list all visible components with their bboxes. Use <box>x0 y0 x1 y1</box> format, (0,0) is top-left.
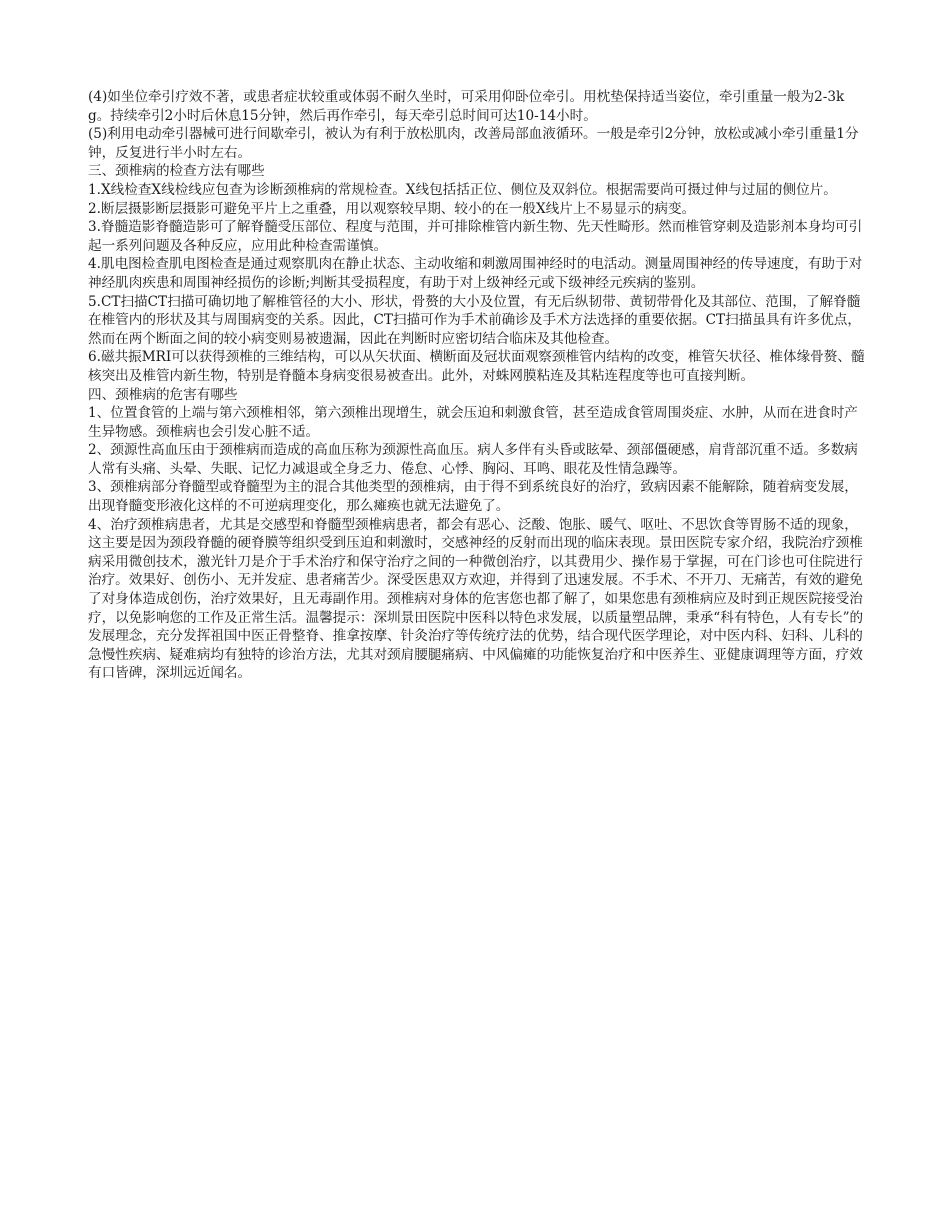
paragraph-xray: 1.X线检查X线检线应包查为诊断颈椎病的常规检查。X线包括括正位、侧位及双斜位。根据需要尚可摄过伸与过屈的侧位片。 <box>88 181 837 198</box>
section-heading-exam-methods: 三、颈椎病的检查方法有哪些 <box>88 163 265 180</box>
paragraph-myelography: 3.脊髓造影脊髓造影可了解脊髓受压部位、程度与范围，并可排除椎管内新生物、先天性畸形。然而椎管穿刺及造影剂本身均可引起一系列问题及各种反应，应用此种检查需谨慎。 <box>88 219 863 254</box>
paragraph-tomography: 2.断层摄影断层摄影可避免平片上之重叠，用以观察较早期、较小的在一般X线片上不易显示的病变。 <box>88 200 696 217</box>
paragraph-traction-supine: (4)如坐位牵引疗效不著，或患者症状较重或体弱不耐久坐时，可采用仰卧位牵引。用枕垫保持适当姿位，牵引重量一般为2-3kg。持续牵引2小时后休息15分钟，然后再作牵引，每天牵引总时间可达10-14小时。 <box>88 89 845 124</box>
paragraph-harm-esophagus: 1、位置食管的上端与第六颈椎相邻，第六颈椎出现增生，就会压迫和刺激食管，甚至造成食管周围炎症、水肿，从而在进食时产生异物感。颈椎病也会引发心脏不适。 <box>88 405 858 440</box>
paragraph-harm-hypertension: 2、颈源性高血压由于颈椎病而造成的高血压称为颈源性高血压。病人多伴有头昏或眩晕、颈部僵硬感，肩背部沉重不适。多数病人常有头痛、头晕、失眠、记忆力减退或全身乏力、倦怠、心悸、胸闷、耳鸣、眼花及性情急躁等。 <box>88 442 858 477</box>
paragraph-mri: 6.磁共振MRI可以获得颈椎的三维结构，可以从矢状面、横断面及冠状面观察颈椎管内结构的改变，椎管矢状径、椎体缘骨赘、髓核突出及椎管内新生物，特别是脊髓本身病变很易被查出。此外，对蛛网膜粘连及其粘连程度等也可直接判断。 <box>88 349 865 384</box>
paragraph-harm-paralysis: 3、颈椎病部分脊髓型或脊髓型为主的混合其他类型的颈椎病，由于得不到系统良好的治疗，致病因素不能解除，随着病变发展，出现脊髓变形液化这样的不可逆病理变化，那么瘫痪也就无法避免了。 <box>88 479 858 515</box>
paragraph-emg: 4.肌电图检查肌电图检查是通过观察肌肉在静止状态、主动收缩和刺激周围神经时的电活动。测量周围神经的传导速度，有助于对神经肌肉疾患和周围神经损伤的诊断;判断其受损程度，有助于对上级神经元或下级神经元疾病的鉴别。 <box>88 256 863 291</box>
paragraph-traction-electric: (5)利用电动牵引器械可进行间歇牵引，被认为有利于放松肌肉，改善局部血液循环。一般是牵引2分钟，放松或减小牵引重量1分钟，反复进行半小时左右。 <box>88 126 859 161</box>
section-heading-harms: 四、颈椎病的危害有哪些 <box>88 386 238 403</box>
paragraph-ct: 5.CT扫描CT扫描可确切地了解椎管径的大小、形状，骨赘的大小及位置，有无后纵韧带、黄韧带骨化及其部位、范围，了解脊髓在椎管内的形状及其与周围病变的关系。因此，CT扫描可作为手术前确诊及手术方法选择的重要依据。CT扫描虽具有许多优点，然而在两个断面之间的较小病变则易被遗漏，因此在判断时应密切结合临床及其他检查。 <box>88 293 861 347</box>
paragraph-harm-gastro-and-treatment: 4、治疗颈椎病患者，尤其是交感型和脊髓型颈椎病患者，都会有恶心、泛酸、饱胀、暖气、呕吐、不思饮食等胃肠不适的现象，这主要是因为颈段脊髓的硬脊膜等组织受到压迫和刺激时，交感神经的反射而出现的临床表现。景田医院专家介绍，我院治疗颈椎病采用微创技术，激光针刀是介于手术治疗和保守治疗之间的一种微创治疗，以其费用少、操作易于掌握，可在门诊也可住院进行治疗。效果好、创伤小、无并发症、患者痛苦少。深受医患双方欢迎，并得到了迅速发展。不手术、不开刀、无痛苦，有效的避免了对身体造成创伤，治疗效果好，且无毒副作用。颈椎病对身体的危害您也都了解了，如果您患有颈椎病应及时到正规医院接受治疗，以免影响您的工作及正常生活。温馨提示：深圳景田医院中医科以特色求发展，以质量塑品牌，秉承“科有特色，人有专长”的发展理念，充分发挥祖国中医正骨整脊、推拿按摩、针灸治疗等传统疗法的优势，结合现代医学理论，对中医内科、妇科、儿科的急慢性疾病、疑难病均有独特的诊治方法，尤其对颈肩腰腿痛病、中风偏瘫的功能恢复治疗和中医养生、亚健康调理等方面，疗效有口皆碑，深圳远近闻名。 <box>88 516 864 682</box>
document-body <box>88 88 866 683</box>
